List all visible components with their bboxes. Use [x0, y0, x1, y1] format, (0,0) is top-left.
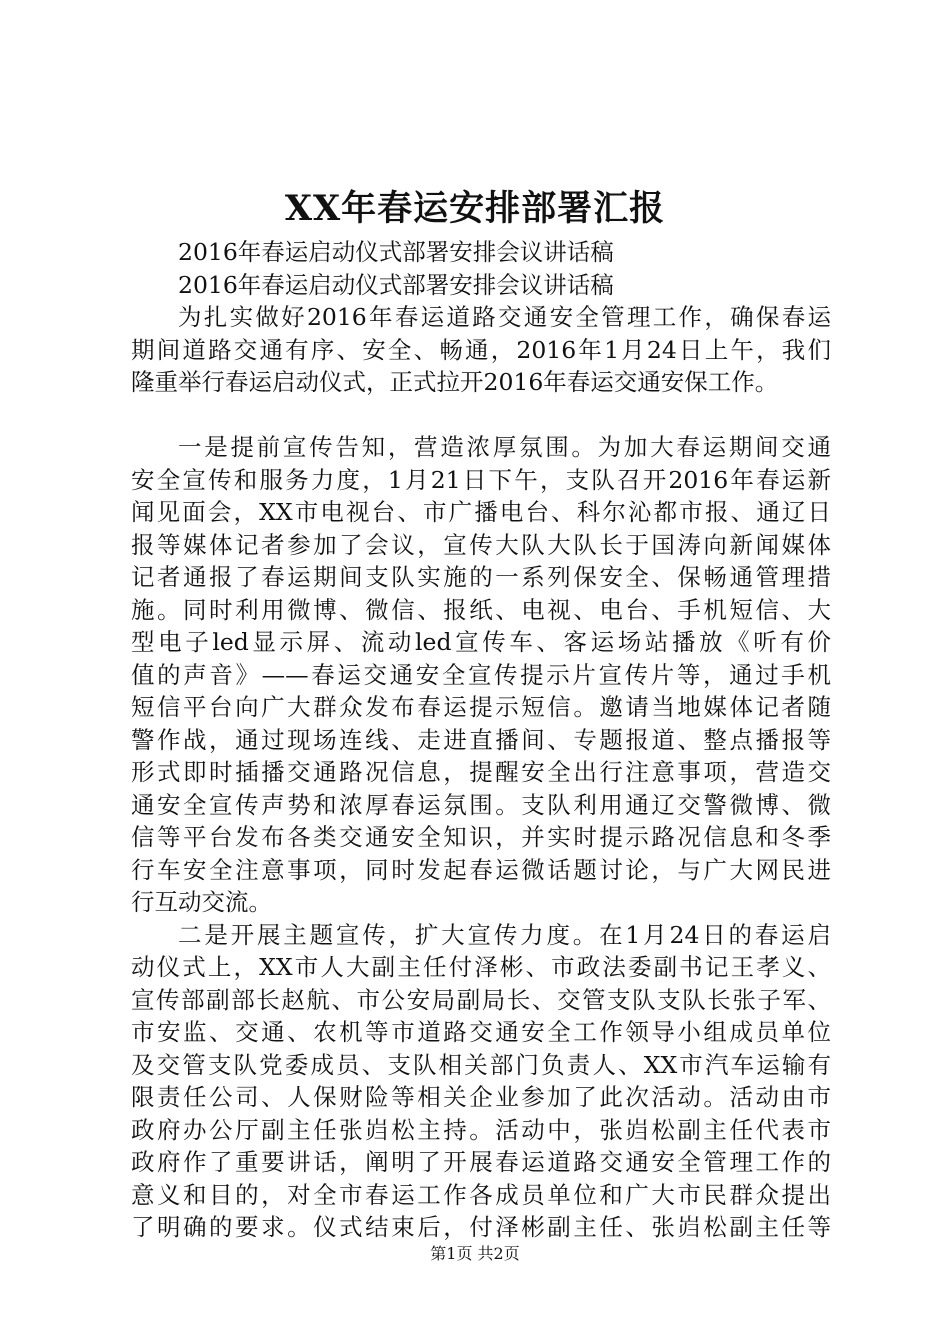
paragraph-line: 意义和目的，对全市春运工作各成员单位和广大市民群众提出 — [131, 1180, 831, 1209]
paragraph-line: 动仪式上，XX市人大副主任付泽彬、市政法委副书记王孝义、 — [131, 953, 831, 981]
paragraph-line: 宣传部副部长赵航、市公安局副局长、交管支队支队长张子军、 — [131, 985, 831, 1014]
paragraph-line: 隆重举行春运启动仪式，正式拉开2016年春运交通安保工作。 — [131, 368, 779, 396]
subtitle-line: 2016年春运启动仪式部署安排会议讲话稿 — [178, 270, 614, 299]
paragraph-line: 短信平台向广大群众发布春运提示短信。邀请当地媒体记者随 — [131, 693, 831, 721]
paragraph-gap — [131, 399, 831, 432]
paragraph-line: 报等媒体记者参加了会议，宣传大队大队长于国涛向新闻媒体 — [131, 530, 831, 559]
paragraph-line: 施。同时利用微博、微信、报纸、电视、电台、手机短信、大 — [131, 595, 831, 624]
paragraph-line: 行车安全注意事项，同时发起春运微话题讨论，与广大网民进 — [131, 855, 831, 884]
paragraph-line: 形式即时插播交通路况信息，提醒安全出行注意事项，营造交 — [131, 758, 831, 786]
paragraph-line: 安全宣传和服务力度，1月21日下午，支队召开2016年春运新 — [131, 465, 831, 494]
paragraph-line: 限责任公司、人保财险等相关企业参加了此次活动。活动由市 — [131, 1083, 831, 1111]
paragraph-line: 通安全宣传声势和浓厚春运氛围。支队利用通辽交警微博、微 — [131, 790, 831, 819]
paragraph-line: 及交管支队党委成员、支队相关部门负责人、XX市汽车运输有 — [131, 1050, 831, 1079]
subtitle-line: 2016年春运启动仪式部署安排会议讲话稿 — [178, 238, 614, 266]
paragraph-line: 了明确的要求。仪式结束后，付泽彬副主任、张岿松副主任等 — [131, 1213, 831, 1241]
paragraph-line: 信等平台发布各类交通安全知识，并实时提示路况信息和冬季 — [131, 823, 831, 851]
paragraph-line: 政府办公厅副主任张岿松主持。活动中，张岿松副主任代表市 — [131, 1115, 831, 1144]
paragraph-line: 一是提前宣传告知，营造浓厚氛围。为加大春运期间交通 — [178, 433, 831, 461]
paragraph-line: 政府作了重要讲话，阐明了开展春运道路交通安全管理工作的 — [131, 1148, 831, 1176]
document-title: XX年春运安排部署汇报 — [284, 188, 666, 229]
paragraph-line: 值的声音》——春运交通安全宣传提示片宣传片等，通过手机 — [131, 660, 831, 689]
document-body — [131, 236, 831, 1244]
paragraph-line: 警作战，通过现场连线、走进直播间、专题报道、整点播报等 — [131, 725, 831, 754]
paragraph-line: 闻见面会，XX市电视台、市广播电台、科尔沁都市报、通辽日 — [131, 498, 831, 526]
paragraph-line: 记者通报了春运期间支队实施的一系列保安全、保畅通管理措 — [131, 563, 831, 591]
paragraph-line: 行互动交流。 — [131, 888, 272, 916]
paragraph-line: 型电子led显示屏、流动led宣传车、客运场站播放《听有价 — [131, 628, 831, 656]
paragraph-line: 期间道路交通有序、安全、畅通，2016年1月24日上午，我们 — [131, 335, 831, 364]
paragraph-line: 为扎实做好2016年春运道路交通安全管理工作，确保春运 — [178, 303, 831, 331]
paragraph-line: 二是开展主题宣传，扩大宣传力度。在1月24日的春运启 — [178, 920, 831, 949]
paragraph-line: 市安监、交通、农机等市道路交通安全工作领导小组成员单位 — [131, 1018, 831, 1046]
page-number-footer: 第1页 共2页 — [430, 1244, 520, 1263]
